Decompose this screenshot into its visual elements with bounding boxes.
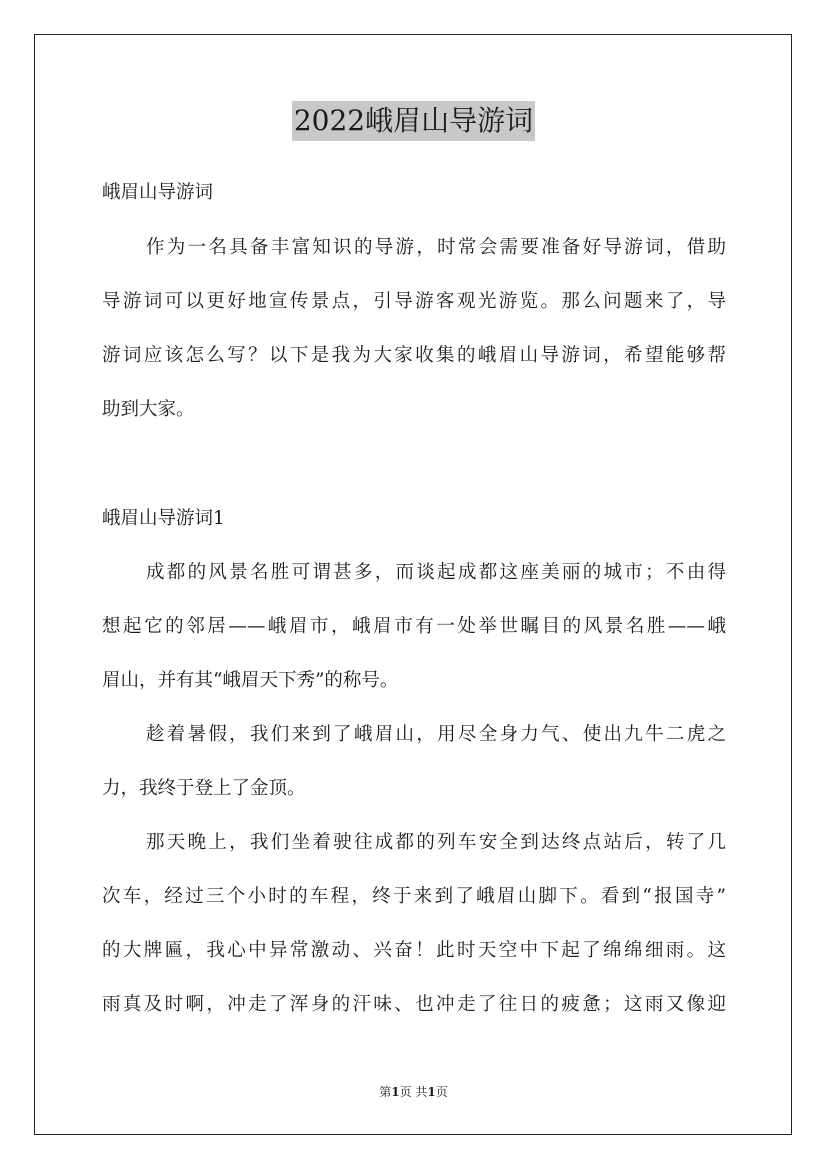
body-line-2: 想起它的邻居——峨眉市，峨眉市有一处举世瞩目的风景名胜——峨 — [102, 616, 726, 637]
document-title-text: 2022峨眉山导游词 — [292, 101, 535, 141]
intro-line-2: 导游词可以更好地宣传景点，引导游客观光游览。那么问题来了，导 — [102, 291, 726, 312]
body-line-9: 雨真及时啊，冲走了浑身的汗味、也冲走了往日的疲惫；这雨又像迎 — [102, 994, 726, 1015]
page-mid: 页 共 — [399, 1085, 428, 1099]
body-line-1: 成都的风景名胜可谓甚多，而谈起成都这座美丽的城市；不由得 — [146, 562, 726, 583]
intro-line-1: 作为一名具备丰富知识的导游，时常会需要准备好导游词，借助 — [146, 237, 726, 258]
body-line-8: 的大牌匾，我心中异常激动、兴奋！此时天空中下起了绵绵细雨。这 — [102, 940, 726, 961]
body-line-4: 趁着暑假，我们来到了峨眉山，用尽全身力气、使出九牛二虎之 — [146, 724, 726, 745]
body-line-5: 力，我终于登上了金顶。 — [102, 778, 306, 799]
section-heading: 峨眉山导游词1 — [102, 508, 225, 529]
intro-line-4: 助到大家。 — [102, 399, 195, 420]
page-current: 1 — [391, 1085, 400, 1099]
page-total: 1 — [427, 1085, 436, 1099]
intro-line-3: 游词应该怎么写？以下是我为大家收集的峨眉山导游词，希望能够帮 — [102, 345, 726, 366]
page-footer — [0, 1083, 827, 1100]
document-title — [0, 101, 827, 141]
body-line-7: 次车，经过三个小时的车程，终于来到了峨眉山脚下。看到“报国寺” — [102, 886, 726, 907]
page-prefix: 第 — [379, 1085, 392, 1099]
page-suffix: 页 — [435, 1085, 448, 1099]
document-subtitle: 峨眉山导游词 — [102, 182, 214, 203]
body-line-3: 眉山，并有其“峨眉天下秀”的称号。 — [102, 670, 399, 691]
body-line-6: 那天晚上，我们坐着驶往成都的列车安全到达终点站后，转了几 — [146, 832, 726, 853]
